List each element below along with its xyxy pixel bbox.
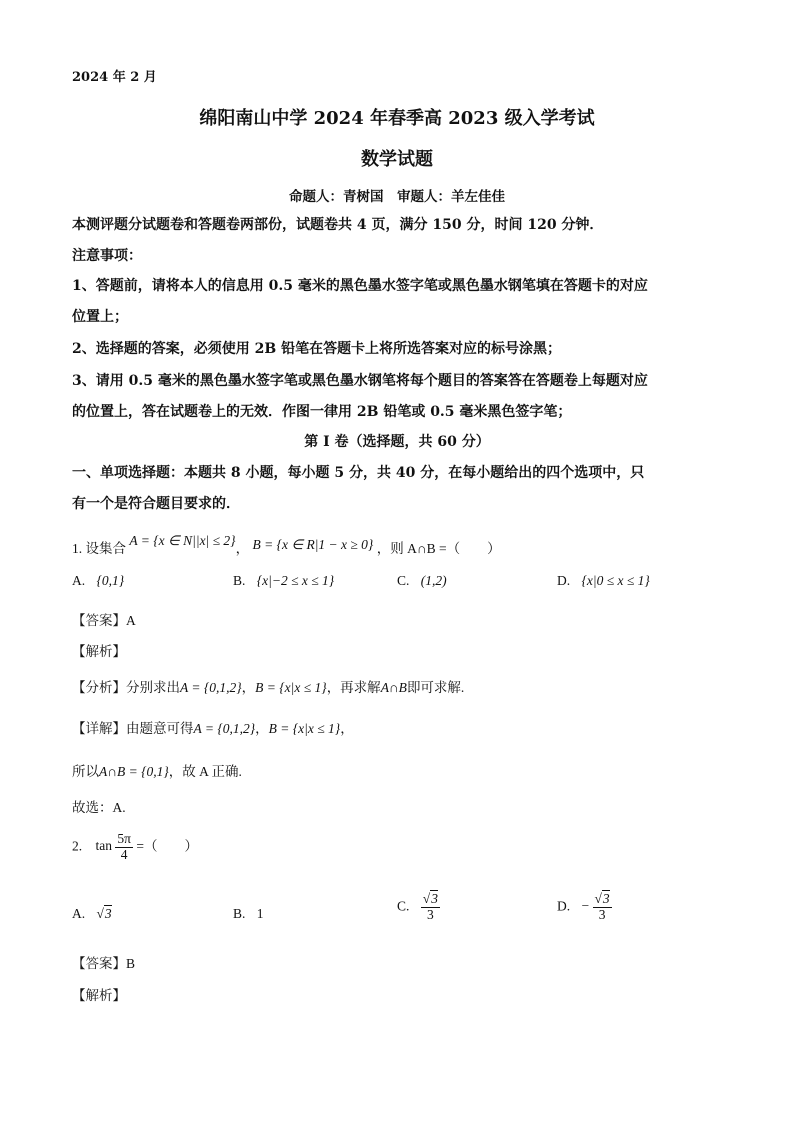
exam-date: 2024 年 2 月	[72, 70, 157, 85]
note-1-line-1: 1、答题前，请将本人的信息用 0.5 毫米的黑色墨水签字笔或黑色墨水钢笔填在答题卡的对应	[72, 278, 648, 294]
question-1-separator: ，	[235, 541, 250, 556]
fenxi-text: 分别求出	[126, 680, 180, 695]
question-2-suffix: =（ ）	[136, 838, 198, 854]
detail-text: 由题意可得	[126, 721, 194, 736]
detail-text: ，	[255, 721, 269, 736]
question-1-prefix: 1. 设集合	[72, 541, 126, 556]
sqrt-3: √3	[96, 906, 112, 921]
tan-function: tan	[95, 838, 112, 854]
radicand: 3	[602, 891, 610, 906]
fenxi-math: A = {0,1,2}	[180, 680, 242, 695]
option-label: B.	[233, 906, 246, 921]
q1-option-b	[233, 573, 334, 589]
option-text: {0,1}	[96, 573, 125, 588]
exam-subtitle: 数学试题	[361, 149, 433, 170]
option-text: 1	[256, 906, 264, 921]
fenxi-text: ，	[241, 680, 256, 695]
note-1-line-2: 位置上；	[72, 309, 128, 325]
conclusion-text: ，故 A 正确.	[168, 764, 242, 779]
note-2: 2、选择题的答案，必须使用 2B 铅笔在答题卡上将所选答案对应的标号涂黑；	[72, 341, 562, 357]
q1-detail	[72, 717, 354, 737]
sqrt3-over-3	[421, 892, 440, 923]
fenxi-text: ，再求解	[326, 680, 381, 695]
option-label: D.	[557, 898, 571, 914]
set-a-definition: A = {x ∈ N||x| ≤ 2}	[129, 533, 236, 548]
exam-authors: 命题人：青树国 审题人：羊左佳佳	[289, 189, 505, 205]
answer-value: B	[126, 956, 136, 971]
detail-math: A = {0,1,2}	[193, 721, 256, 736]
notes-title: 注意事项：	[72, 248, 142, 264]
conclusion-math: A∩B = {0,1}	[99, 764, 169, 779]
question-2-stem	[72, 832, 198, 863]
fraction-numerator: 5π	[117, 831, 131, 846]
fraction-denominator: 3	[426, 906, 434, 922]
q2-option-d	[557, 892, 612, 923]
fraction-denominator: 4	[120, 846, 128, 862]
detail-text: ，	[340, 721, 354, 736]
fraction-numerator: √3	[422, 891, 438, 906]
option-text: {x|0 ≤ x ≤ 1}	[581, 573, 650, 588]
intro-description: 本测评题分试题卷和答题卷两部份，试题卷共 4 页，满分 150 分，时间 120 分钟．	[72, 217, 604, 233]
q2-analysis-tag: 【解析】	[72, 988, 126, 1003]
fraction-5pi-over-4	[115, 832, 133, 863]
exam-title: 绵阳南山中学 2024 年春季高 2023 级入学考试	[199, 108, 595, 129]
question-1-suffix: ，则 A∩B =（ ）	[376, 541, 501, 556]
minus-sign: −	[581, 898, 590, 914]
question-2-prefix: 2.	[72, 838, 83, 854]
q2-option-c	[397, 892, 440, 923]
option-label: D.	[557, 573, 571, 588]
q1-choose: 故选：A.	[72, 800, 126, 815]
q2-answer	[72, 952, 135, 972]
set-b-definition: B = {x ∈ R|1 − x ≥ 0}	[252, 537, 374, 552]
section-desc-line-2: 有一个是符合题目要求的．	[72, 496, 240, 512]
q2-option-b	[233, 906, 264, 922]
option-label: C.	[397, 898, 410, 914]
q2-option-a	[72, 906, 112, 922]
note-3-line-2: 的位置上，答在试题卷上的无效．作图一律用 2B 铅笔或 0.5 毫米黑色签字笔；	[72, 404, 572, 420]
q1-option-d	[557, 573, 650, 589]
fenxi-math: B = {x|x ≤ 1}	[255, 680, 327, 695]
q1-analysis-tag: 【解析】	[72, 644, 126, 659]
radicand: 3	[104, 906, 112, 921]
fenxi-tag: 【分析】	[72, 680, 126, 695]
q1-option-c	[397, 573, 447, 589]
q1-fenxi	[72, 676, 464, 696]
question-1-stem	[72, 533, 501, 557]
fraction-numerator: √3	[594, 891, 610, 906]
q1-answer	[72, 609, 136, 629]
option-label: C.	[397, 573, 410, 588]
section-heading: 第 I 卷（选择题，共 60 分）	[304, 434, 490, 450]
answer-tag: 【答案】	[72, 613, 126, 628]
answer-value: A	[126, 613, 136, 628]
section-desc-line-1: 一、单项选择题：本题共 8 小题，每小题 5 分，共 40 分，在每小题给出的四个选项中，只	[72, 465, 645, 481]
q1-conclusion	[72, 760, 242, 780]
fraction-denominator: 3	[598, 906, 606, 922]
sqrt3-over-3	[593, 892, 612, 923]
detail-tag: 【详解】	[72, 721, 126, 736]
fenxi-text: 即可求解.	[406, 680, 465, 695]
conclusion-text: 所以	[72, 764, 99, 779]
option-label: B.	[233, 573, 246, 588]
radicand: 3	[431, 891, 438, 906]
option-label: A.	[72, 573, 86, 588]
detail-math: B = {x|x ≤ 1}	[268, 721, 341, 736]
option-text: {x|−2 ≤ x ≤ 1}	[256, 573, 335, 588]
note-3-line-1: 3、请用 0.5 毫米的黑色墨水签字笔或黑色墨水钢笔将每个题目的答案答在答题卷上每题对应	[72, 373, 648, 389]
fenxi-math: A∩B	[380, 680, 407, 695]
answer-tag: 【答案】	[72, 956, 126, 971]
option-label: A.	[72, 906, 86, 921]
option-text: (1,2)	[420, 573, 447, 588]
q1-option-a	[72, 573, 124, 589]
